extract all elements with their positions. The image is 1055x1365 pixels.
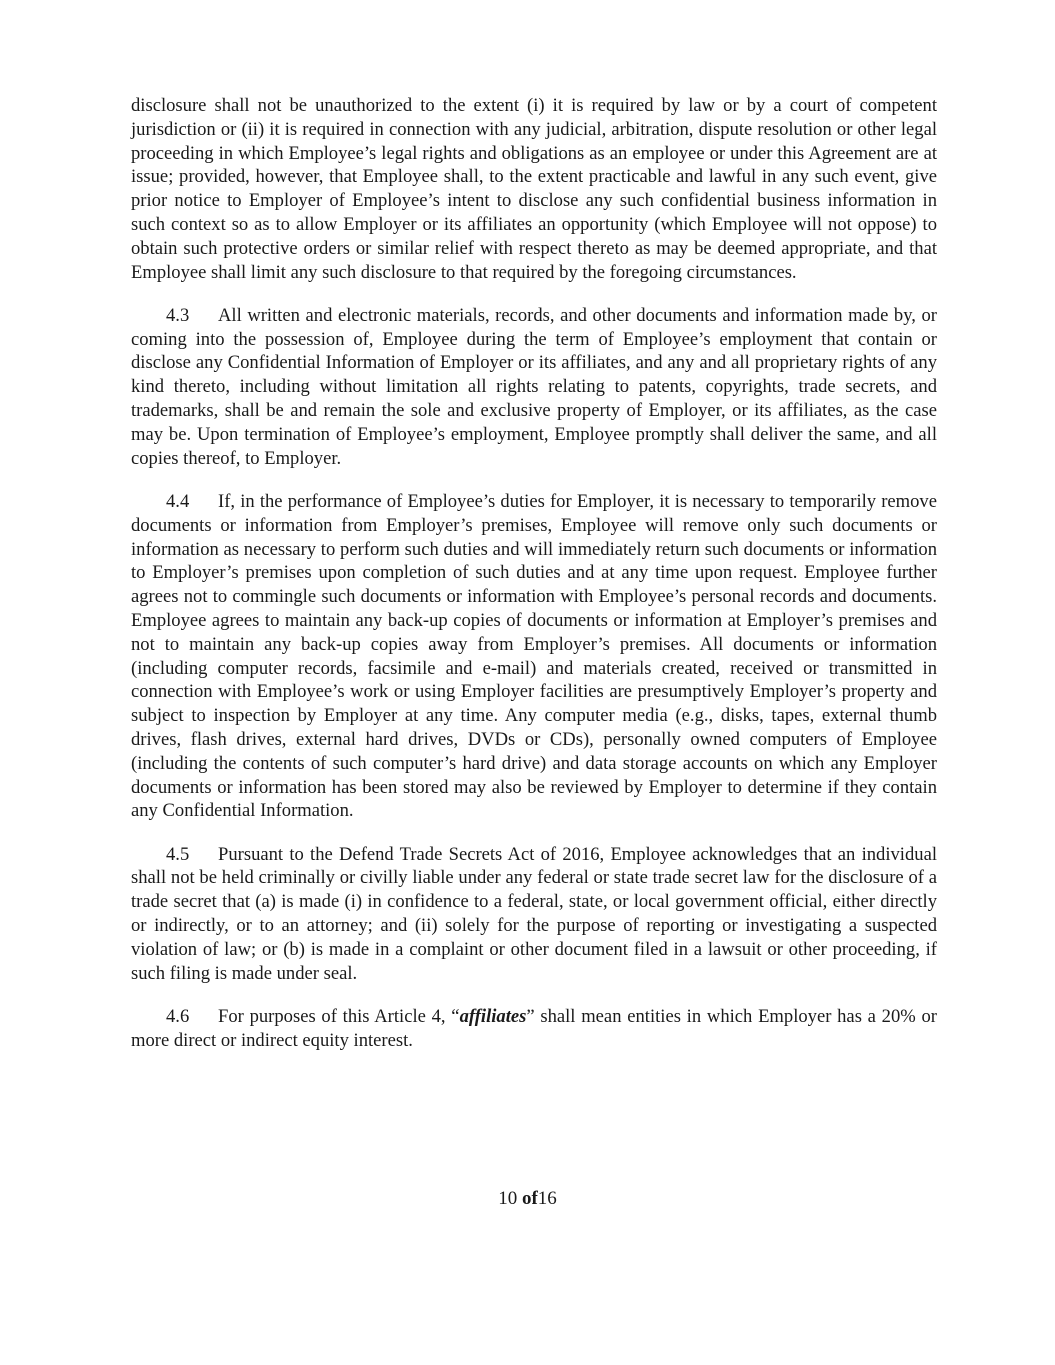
paragraph-4-6 [131,1005,937,1053]
paragraph-text: All written and electronic materials, records, and other documents and information made by, or coming into the possession of, Employee during the term of Employee’s employment that contain or disclose any Confidential Information of Employer or its affiliates, and any and all proprietary rights of any kind thereto, including without limitation all rights relating to patents, copyrights, trade secrets, and trademarks, shall be and remain the sole and exclusive property of Employer, or its affiliates, as the case may be. Upon termination of Employee’s employment, Employee promptly shall deliver the same, and all copies thereof, to Employer. [131,304,937,469]
current-page: 10 [498,1188,518,1209]
defined-term: affiliates [459,1005,527,1027]
paragraph-4-3 [131,304,937,471]
paragraph-text: disclosure shall not be unauthorized to the extent (i) it is required by law or by a court of competent jurisdiction or (ii) it is required in connection with any judicial, arbitration, dispute resolution or other legal proceeding in which Employee’s legal rights and obligations as an employee or under this Agreement are at issue; provided, however, that Employee shall, to the extent practicable and lawful in any such event, give prior notice to Employer of Employee’s intent to disclose any such confidential business information in such context so as to allow Employer or its affiliates an opportunity (which Employee will not oppose) to obtain such protective orders or similar relief with respect thereto as may be deemed appropriate, and that Employee shall limit any such disclosure to that required by the foregoing circumstances. [131,95,937,283]
paragraph-text: For purposes of this Article 4, “ [218,1005,460,1027]
section-number: 4.5 [166,843,190,865]
paragraph-text: Pursuant to the Defend Trade Secrets Act of 2016, Employee acknowledges that an individual shall not be held criminally or civilly liable under any federal or state trade secret law for the disclosure of a trade secret that (a) is made (i) in confidence to a federal, state, or local government official, either directly or indirectly, or to an attorney; and (ii) solely for the purpose of reporting or investigating a suspected violation of law; or (b) is made in a complaint or other document filed in a lawsuit or other proceeding, if such filing is made under seal. [131,843,937,984]
paragraph-4-5 [131,843,937,986]
total-pages: 16 [537,1188,557,1209]
page-number [0,1188,1055,1210]
page-of: of [521,1188,538,1209]
paragraph-continuation [131,94,937,284]
section-number: 4.3 [166,304,190,326]
section-number: 4.4 [166,490,190,512]
paragraph-4-4 [131,490,937,823]
paragraph-text: If, in the performance of Employee’s duties for Employer, it is necessary to temporarily remove documents or information from Employer’s premises, Employee will remove only such documents or information as necessary to perform such duties and will immediately return such documents or information to Employer’s premises upon completion of such duties and at any time upon request. Employee further agrees not to commingle such documents or information with Employee’s personal records and documents. Employee agrees to maintain any back-up copies of documents or information at Employer’s premises and not to maintain any back-up copies away from Employer’s premises. All documents or information (including computer records, facsimile and e-mail) and materials created, received or transmitted in connection with Employee’s work or using Employer facilities are presumptively Employer’s property and subject to inspection by Employer at any time. Any computer media (e.g., disks, tapes, external thumb drives, flash drives, external hard drives, DVDs or CDs), personally owned computers of Employee (including the contents of such computer’s hard drive) and data storage accounts on which any Employer documents or information has been stored may also be reviewed by Employer to determine if they contain any Confidential Information. [131,490,937,822]
paragraph-text: ” shall mean entities in which Employer has a 20% or more direct or indirect equity interest. [131,1005,937,1051]
section-number: 4.6 [166,1005,190,1027]
document-body [131,94,937,1072]
